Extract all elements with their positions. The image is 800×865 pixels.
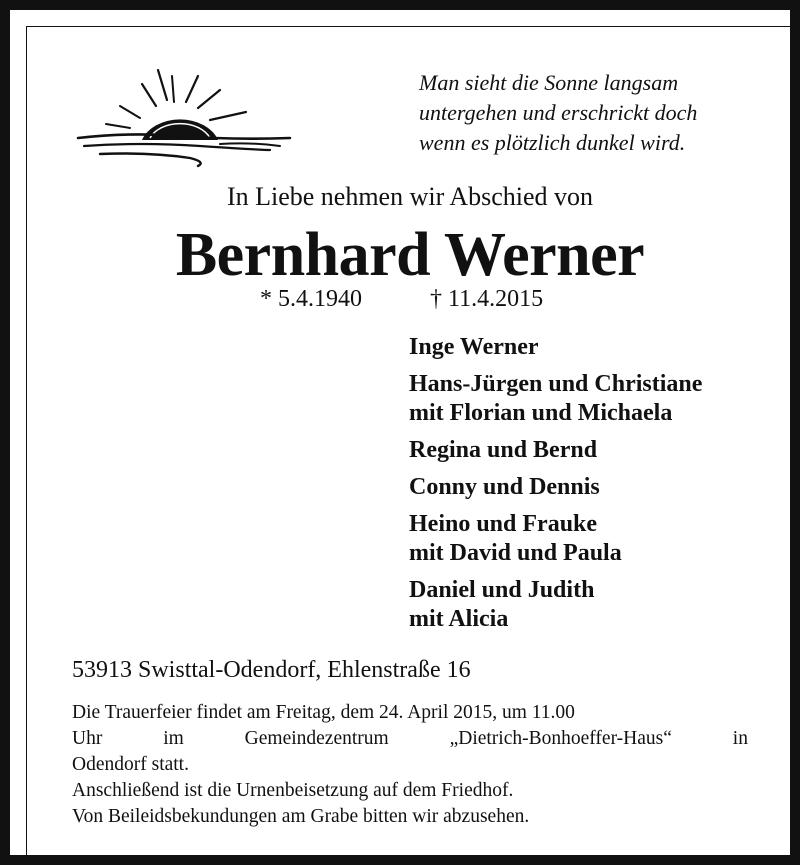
mourner-line: Heino und Frauke [409,511,598,537]
sunset-icon [70,62,300,172]
mourner-line: Inge Werner [409,334,539,360]
intro-text: In Liebe nehmen wir Abschied von [226,182,594,211]
mourners-list [409,333,789,642]
mourner-line: mit Alicia [409,606,509,632]
mourner-line: mit Florian und Michaela [409,400,673,426]
service-word: „Dietrich-Bonhoeffer-Haus“ [449,728,672,749]
mourner-group [409,510,789,568]
family-address: 53913 Swisttal-Odendorf, Ehlenstraße 16 [72,657,471,683]
service-word: im [163,728,184,749]
mourner-line: Hans-Jürgen und Christiane [409,371,703,397]
mourner-group [409,473,789,502]
service-info [72,700,748,830]
mourner-group [409,576,789,634]
service-word: Uhr [72,728,103,749]
birth-date: * 5.4.1940 [260,286,362,312]
service-line: Die Trauerfeier findet am Freitag, dem 24. April 2015, um 11.00 [72,702,575,723]
service-line-justified [72,726,748,752]
service-line: Anschließend ist die Urnenbeisetzung auf dem Friedhof. [72,780,514,801]
mourner-group [409,436,789,465]
mourner-line: mit David und Paula [409,540,622,566]
service-word: in [732,728,748,749]
mourner-line: Conny und Dennis [409,474,600,500]
poem-line: Man sieht die Sonne langsam [419,70,679,95]
poem [419,68,779,158]
mourner-line: Daniel und Judith [409,577,595,603]
mourner-line: Regina und Bernd [409,437,598,463]
service-line: Odendorf statt. [72,754,189,775]
poem-line: wenn es plötzlich dunkel wird. [419,130,686,155]
deceased-name: Bernhard Werner [175,221,645,289]
mourner-group [409,333,789,362]
death-date: † 11.4.2015 [430,286,544,312]
service-word: Gemeindezentrum [244,728,389,749]
poem-line: untergehen und erschrickt doch [419,100,698,125]
mourner-group [409,370,789,428]
service-line: Von Beileidsbekundungen am Grabe bitten wir abzusehen. [72,806,530,827]
